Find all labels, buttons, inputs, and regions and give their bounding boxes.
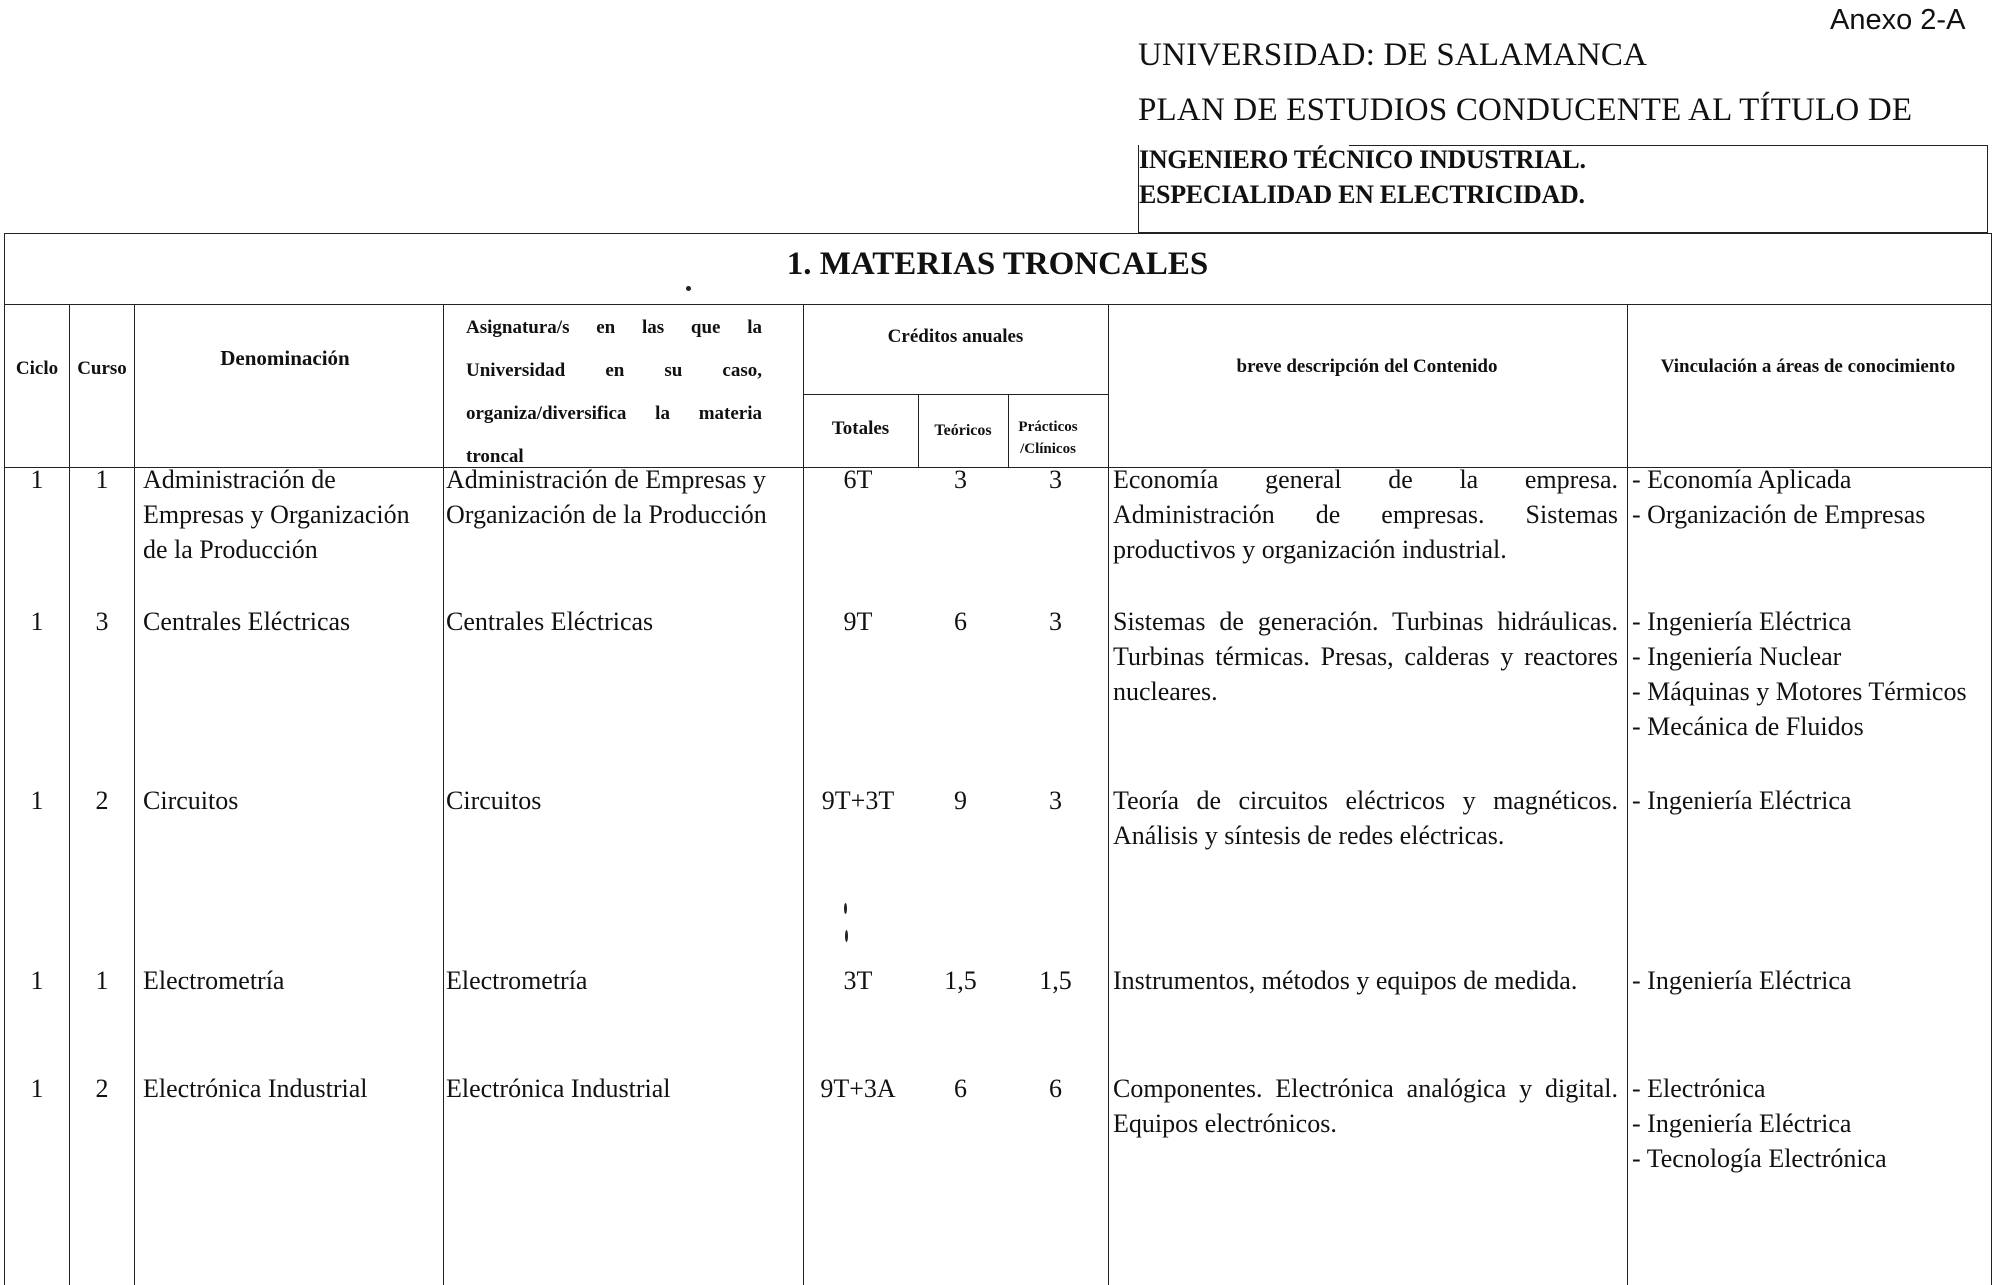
row2-area-3: - Máquinas y Motores Térmicos <box>1632 677 1967 706</box>
row5-area-1: - Electrónica <box>1632 1074 1766 1103</box>
col-rule-3 <box>443 304 444 1285</box>
degree-box <box>1138 145 1988 233</box>
header-vinculacion: Vinculación a áreas de conocimiento <box>1660 356 1956 377</box>
header-totales: Totales <box>831 418 890 439</box>
header-descripcion: breve descripción del Contenido <box>1236 356 1498 377</box>
row1-asignatura: Administración de Empresas y Organización de la Producción <box>446 465 767 529</box>
header-ciclo: Ciclo <box>15 358 59 379</box>
row4-ciclo: 1 <box>30 966 44 995</box>
row3-totales: 9T+3T <box>821 786 895 815</box>
row2-totales: 9T <box>843 607 873 636</box>
row4-totales: 3T <box>843 966 873 995</box>
scan-mark <box>845 930 848 942</box>
row4-asignatura: Electrometría <box>446 966 588 995</box>
row4-practicos: 1,5 <box>1039 966 1072 995</box>
col-rule-2 <box>134 304 135 1285</box>
scan-mark <box>844 903 847 914</box>
row3-asignatura: Circuitos <box>446 786 542 815</box>
header-asignatura: Asignatura/s en las que la Universidad en su caso, organiza/diversifica la materia troncal <box>466 317 762 467</box>
plan-heading: PLAN DE ESTUDIOS CONDUCENTE AL TÍTULO DE <box>1138 92 1913 128</box>
row3-denominacion: Circuitos <box>143 786 239 815</box>
row4-teoricos: 1,5 <box>944 966 977 995</box>
header-practicos: Prácticos /Clínicos <box>1018 419 1078 457</box>
row2-teoricos: 6 <box>954 607 967 636</box>
row3-curso: 2 <box>95 786 109 815</box>
row1-denominacion: Administración de Empresas y Organización de la Producción <box>143 465 410 564</box>
scan-mark <box>686 286 691 291</box>
row5-curso: 2 <box>95 1074 109 1103</box>
row4-descripcion: Instrumentos, métodos y equipos de medida. <box>1113 966 1578 995</box>
annex-label: Anexo 2-A <box>1830 4 1966 36</box>
col-rule-5 <box>1108 304 1109 1285</box>
row5-area-2: - Ingeniería Eléctrica <box>1632 1109 1852 1138</box>
rule-under-creditos <box>803 394 1108 395</box>
row5-area-3: - Tecnología Electrónica <box>1632 1144 1887 1173</box>
header-teoricos: Teóricos <box>934 422 992 439</box>
header-denominacion: Denominación <box>220 346 350 370</box>
row3-area-1: - Ingeniería Eléctrica <box>1632 786 1852 815</box>
row1-totales: 6T <box>843 465 873 494</box>
row2-asignatura: Centrales Eléctricas <box>446 607 654 636</box>
row5-asignatura: Electrónica Industrial <box>446 1074 671 1103</box>
row5-practicos: 6 <box>1049 1074 1062 1103</box>
row3-ciclo: 1 <box>30 786 44 815</box>
row1-practicos: 3 <box>1049 465 1062 494</box>
degree-title: INGENIERO TÉCNICO INDUSTRIAL. <box>1139 145 1586 174</box>
row1-teoricos: 3 <box>954 465 967 494</box>
row1-descripcion: Economía general de la empresa. Administración de empresas. Sistemas productivos y organización industrial. <box>1113 465 1618 564</box>
row2-area-1: - Ingeniería Eléctrica <box>1632 607 1852 636</box>
row1-area-1: - Economía Aplicada <box>1632 465 1852 494</box>
col-rule-6 <box>1627 304 1628 1285</box>
row5-ciclo: 1 <box>30 1074 44 1103</box>
row3-teoricos: 9 <box>954 786 967 815</box>
row2-descripcion: Sistemas de generación. Turbinas hidráulicas. Turbinas térmicas. Presas, calderas y reactores nucleares. <box>1113 607 1618 706</box>
header-creditos: Créditos anuales <box>887 326 1024 347</box>
specialty-title: ESPECIALIDAD EN ELECTRICIDAD. <box>1139 180 1585 209</box>
university-name: UNIVERSIDAD: DE SALAMANCA <box>1138 37 1648 73</box>
row2-practicos: 3 <box>1049 607 1062 636</box>
row2-curso: 3 <box>95 607 109 636</box>
row1-ciclo: 1 <box>30 465 44 494</box>
row5-denominacion: Electrónica Industrial <box>143 1074 368 1103</box>
row1-area-2: - Organización de Empresas <box>1632 500 1926 529</box>
row3-descripcion: Teoría de circuitos eléctricos y magnéticos. Análisis y síntesis de redes eléctricas. <box>1113 786 1618 850</box>
section-title: 1. MATERIAS TRONCALES <box>786 246 1209 282</box>
row4-curso: 1 <box>95 966 109 995</box>
row2-denominacion: Centrales Eléctricas <box>143 607 351 636</box>
row2-area-2: - Ingeniería Nuclear <box>1632 642 1842 671</box>
row4-denominacion: Electrometría <box>143 966 285 995</box>
row5-totales: 9T+3A <box>820 1074 896 1103</box>
row4-area-1: - Ingeniería Eléctrica <box>1632 966 1852 995</box>
row2-area-4: - Mecánica de Fluidos <box>1632 712 1864 741</box>
header-curso: Curso <box>77 358 127 379</box>
rule-under-section-title <box>5 304 1991 305</box>
row1-curso: 1 <box>95 465 109 494</box>
row5-descripcion: Componentes. Electrónica analógica y digital. Equipos electrónicos. <box>1113 1074 1618 1138</box>
row3-practicos: 3 <box>1049 786 1062 815</box>
row2-ciclo: 1 <box>30 607 44 636</box>
row5-teoricos: 6 <box>954 1074 967 1103</box>
